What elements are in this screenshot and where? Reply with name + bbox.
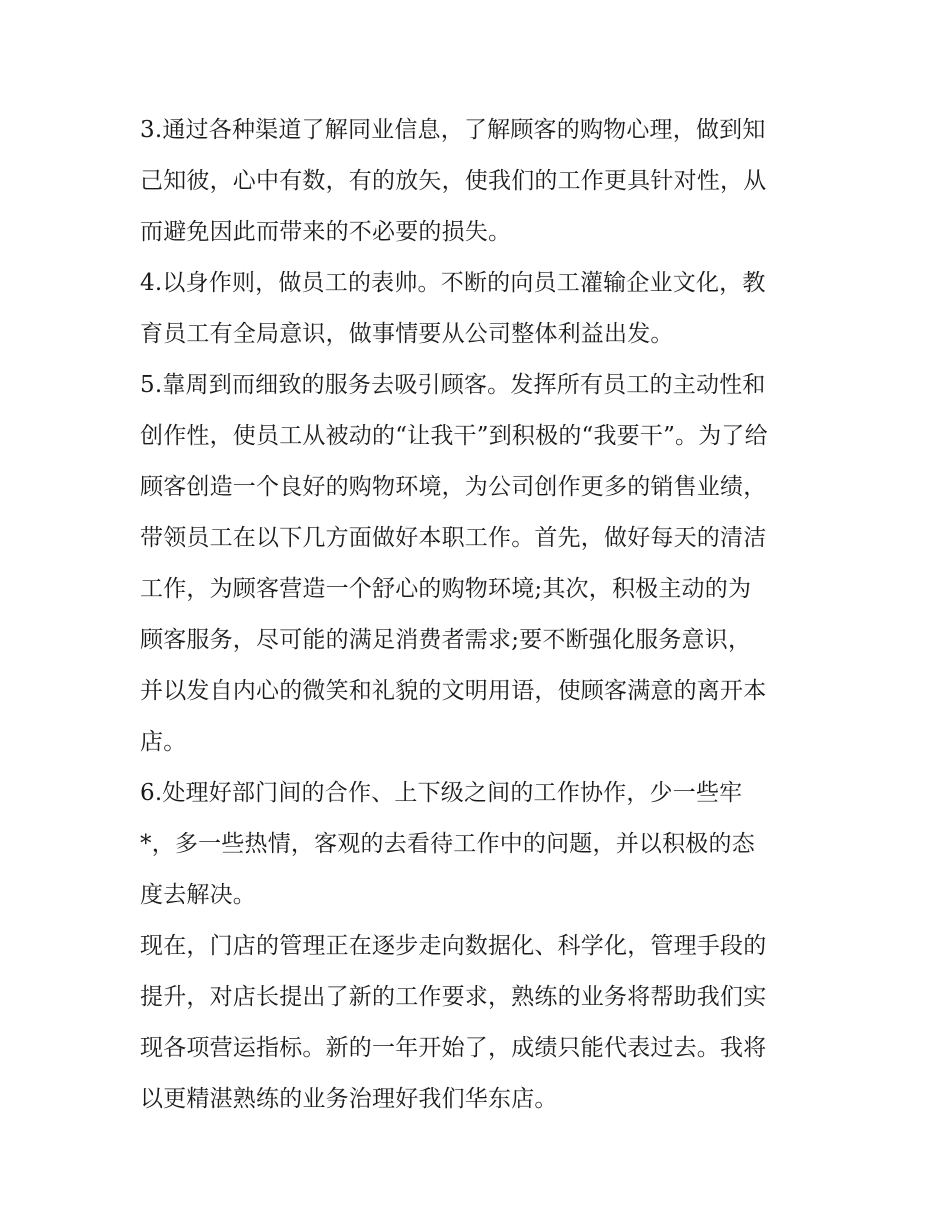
text-line: 工作，为顾客营造一个舒心的购物环境;其次，积极主动的为 (140, 576, 752, 602)
document-body (140, 105, 812, 1125)
text-line: 顾客创造一个良好的购物环境，为公司创作更多的销售业绩， (140, 474, 767, 500)
text-line: 并以发自内心的微笑和礼貌的文明用语，使顾客满意的离开本 (140, 678, 767, 704)
text-line: 现在，门店的管理正在逐步走向数据化、科学化，管理手段的 (140, 933, 767, 959)
text-line: *，多一些热情，客观的去看待工作中的问题，并以积极的态 (140, 831, 755, 857)
text-line: 创作性，使员工从被动的“让我干”到积极的“我要干”。为了给 (140, 423, 768, 449)
text-line: 现各项营运指标。新的一年开始了，成绩只能代表过去。我将 (140, 1035, 767, 1061)
text-line: 度去解决。 (140, 882, 256, 908)
text-line: 5.靠周到而细致的服务去吸引顾客。发挥所有员工的主动性和 (140, 372, 766, 398)
text-line: 带领员工在以下几方面做好本职工作。首先，做好每天的清洁 (140, 525, 767, 551)
text-line: 3.通过各种渠道了解同业信息，了解顾客的购物心理，做到知 (140, 117, 766, 143)
text-line: 4.以身作则，做员工的表帅。不断的向员工灌输企业文化，教 (140, 270, 766, 296)
text-line: 育员工有全局意识，做事情要从公司整体利益出发。 (140, 321, 674, 347)
text-line: 而避免因此而带来的不必要的损失。 (140, 219, 512, 245)
text-line: 店。 (140, 729, 187, 755)
text-line: 顾客服务，尽可能的满足消费者需求;要不断强化服务意识， (140, 627, 752, 653)
text-line: 6.处理好部门间的合作、上下级之间的工作协作，少一些牢 (140, 780, 743, 806)
text-line: 己知彼，心中有数，有的放矢，使我们的工作更具针对性，从 (140, 168, 767, 194)
text-line: 以更精湛熟练的业务治理好我们华东店。 (140, 1086, 558, 1112)
text-line: 提升，对店长提出了新的工作要求，熟练的业务将帮助我们实 (140, 984, 767, 1010)
